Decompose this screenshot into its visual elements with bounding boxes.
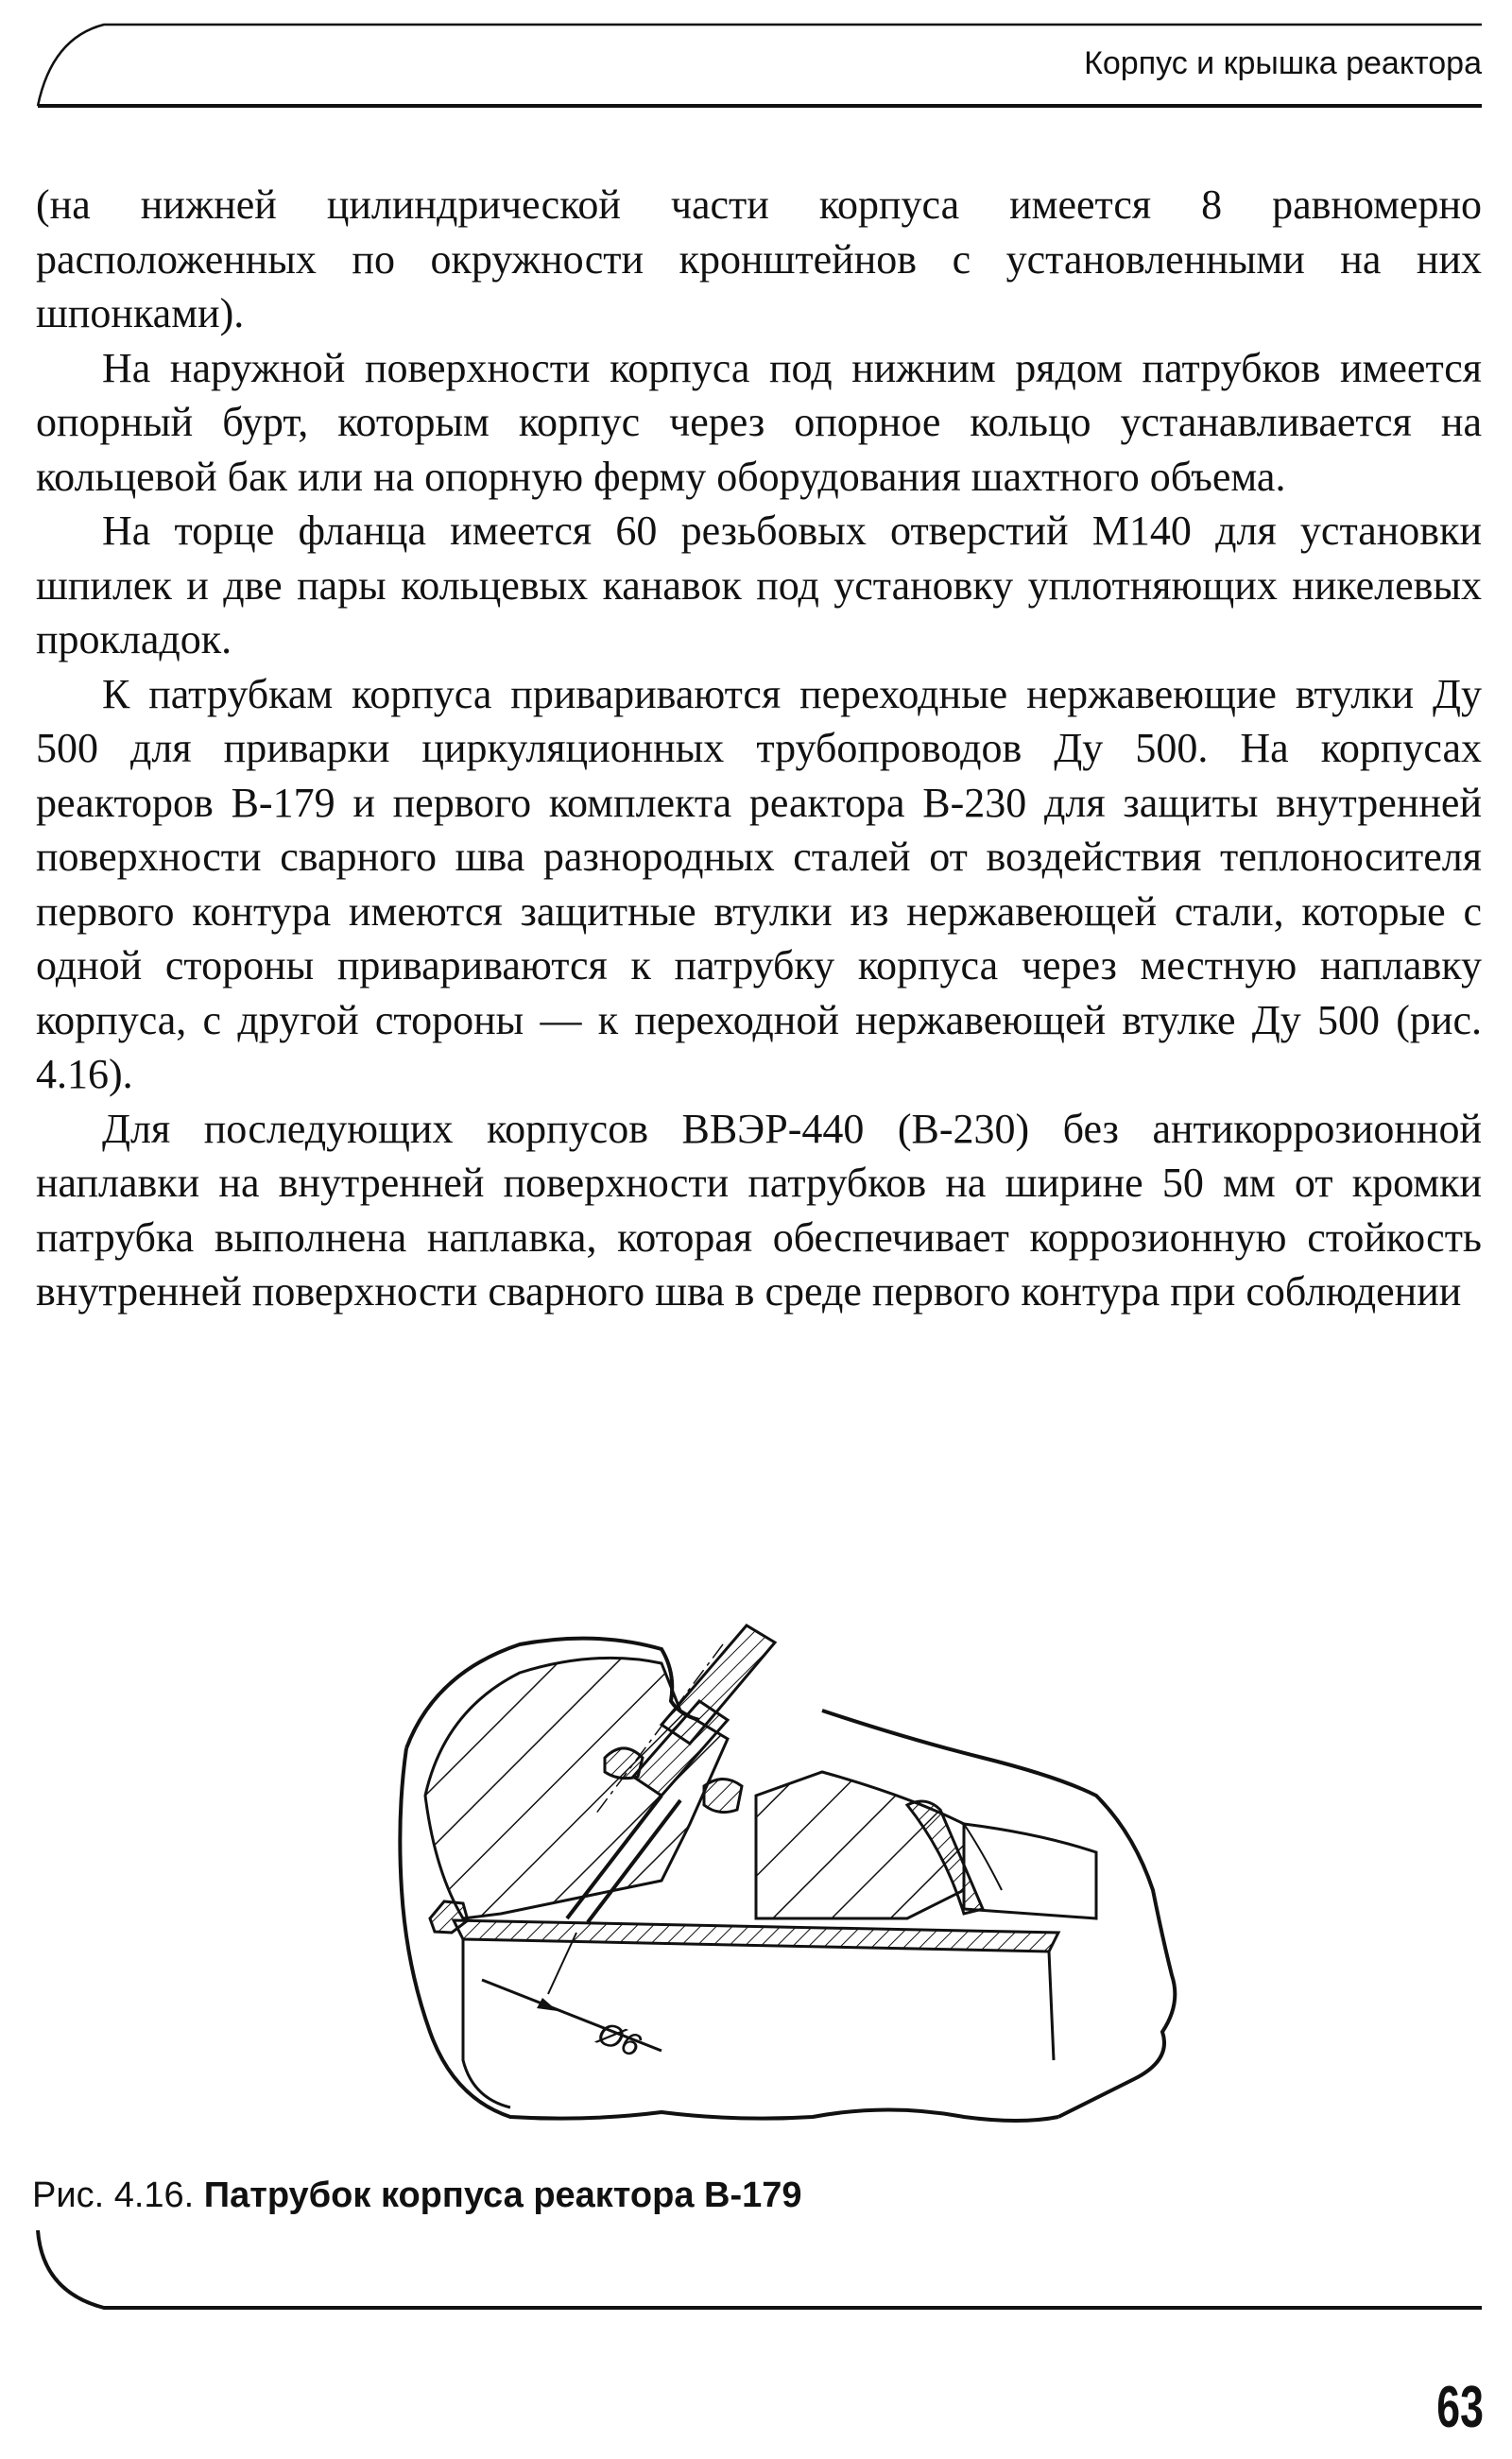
diameter-label: Ø6 xyxy=(593,2015,646,2065)
page-number: 63 xyxy=(1436,2375,1484,2440)
technical-drawing xyxy=(378,1607,1191,2136)
paragraph-4: К патрубкам корпуса привариваются переходные нержавеющие втулки Ду 500 для приварки циркуляционных трубопроводов Ду 500. На корпусах реакторов В-179 и первого комплекта реактора В-230 для защиты внутренней поверхности сварного шва разнородных сталей от воздействия теплоносителя первого контура имеются защитные втулки из нержавеющей стали, которые с одной стороны привариваются к патрубку корпуса через местную наплавку корпуса, с другой стороны — к переходной нержавеющей втулке Ду 500 (рис. 4.16). xyxy=(36,670,1482,1097)
vessel-wall xyxy=(425,1658,728,1918)
body-text xyxy=(36,178,1482,1319)
running-head: Корпус и крышка реактора xyxy=(1084,45,1482,81)
figure-caption xyxy=(32,2175,802,2216)
paragraph-2: На наружной поверхности корпуса под нижним рядом патрубков имеется опорный бурт, которым корпус через опорное кольцо устанавливается на кольцевой бак или на опорную ферму оборудования шахтного объема. xyxy=(36,344,1482,500)
paragraph-3: На торце фланца имеется 60 резьбовых отверстий М140 для установки шпилек и две пары кольцевых канавок под установку уплотняющих никелевых прокладок. xyxy=(36,507,1482,662)
diameter-dimension xyxy=(482,1933,662,2064)
figure-nozzle-drawing xyxy=(378,1607,1191,2136)
page-footer xyxy=(0,2211,1512,2459)
paragraph-1: (на нижней цилиндрической части корпуса имеется 8 равномерно расположенных по окружности кронштейнов с установленными на них шпонками). xyxy=(36,181,1482,336)
caption-title: Патрубок корпуса реактора В-179 xyxy=(203,2175,802,2215)
page-header xyxy=(0,0,1512,123)
caption-number: Рис. 4.16. xyxy=(32,2175,195,2215)
cladding-strip xyxy=(454,1920,1058,1952)
footer-rule xyxy=(0,2211,1512,2459)
paragraph-5: Для последующих корпусов ВВЭР-440 (В-230) без антикоррозионной наплавки на внутренней поверхности патрубков на ширине 50 мм от кромки патрубка выполнена наплавка, которая обеспечивает коррозионную стойкость внутренней поверхности сварного шва в среде первого контура при соблюдении xyxy=(36,1105,1482,1315)
